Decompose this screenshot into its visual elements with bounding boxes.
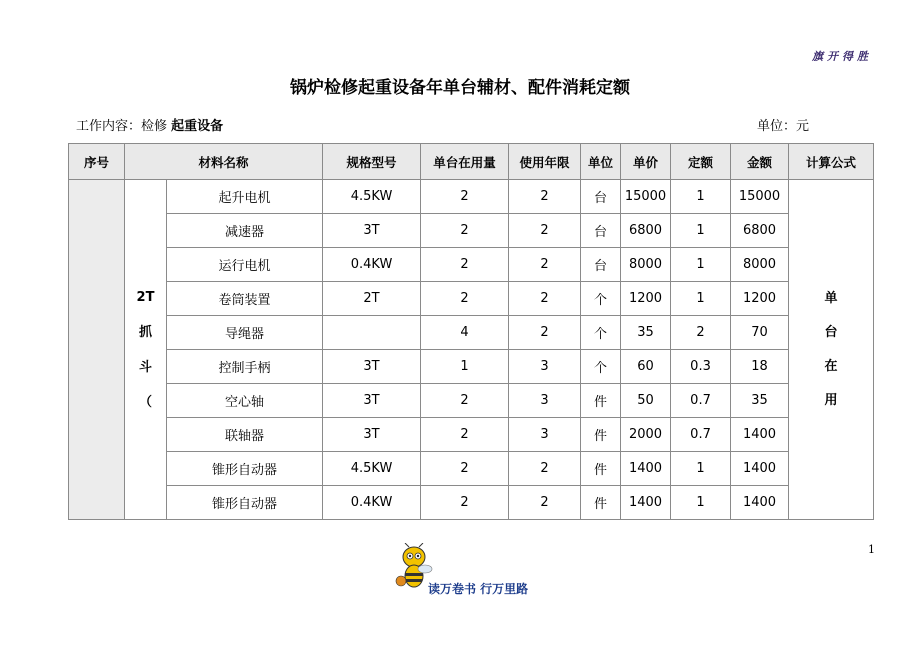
cell-years: 2 [509, 214, 581, 248]
col-header-qty: 单台在用量 [421, 144, 509, 180]
cell-material-name: 空心轴 [167, 384, 323, 418]
document-title: 锅炉检修起重设备年单台辅材、配件消耗定额 [290, 78, 630, 98]
col-header-price: 单价 [621, 144, 671, 180]
cell-qty: 4 [421, 316, 509, 350]
cell-spec: 2T [323, 282, 421, 316]
cell-price: 2000 [621, 418, 671, 452]
table-row [69, 180, 874, 214]
cell-spec: 0.4KW [323, 248, 421, 282]
page-number: 1 [868, 543, 875, 556]
cell-qty: 2 [421, 384, 509, 418]
cell-qty: 2 [421, 214, 509, 248]
cell-years: 3 [509, 418, 581, 452]
cell-spec: 4.5KW [323, 452, 421, 486]
group-label-char: （ [138, 394, 152, 410]
work-content [76, 115, 223, 134]
cell-quota: 1 [671, 214, 731, 248]
formula-cell [789, 180, 874, 520]
cell-quota: 0.7 [671, 384, 731, 418]
cell-years: 2 [509, 316, 581, 350]
cell-years: 2 [509, 248, 581, 282]
col-header-years: 使用年限 [509, 144, 581, 180]
cell-price: 1400 [621, 452, 671, 486]
cell-price: 6800 [621, 214, 671, 248]
cell-amount: 18 [731, 350, 789, 384]
table-row [69, 384, 874, 418]
cell-price: 8000 [621, 248, 671, 282]
cell-amount: 15000 [731, 180, 789, 214]
group-label-char: 斗 [138, 359, 152, 375]
col-header-spec: 规格型号 [323, 144, 421, 180]
cell-unit: 件 [581, 418, 621, 452]
group-label-char: 抓 [138, 324, 152, 340]
cell-price: 1200 [621, 282, 671, 316]
cell-price: 15000 [621, 180, 671, 214]
cell-amount: 1200 [731, 282, 789, 316]
cell-unit: 件 [581, 384, 621, 418]
table-row [69, 248, 874, 282]
cell-unit: 件 [581, 486, 621, 520]
table-row [69, 316, 874, 350]
cell-unit: 个 [581, 350, 621, 384]
cell-years: 2 [509, 180, 581, 214]
cell-spec: 3T [323, 214, 421, 248]
cell-material-name: 减速器 [167, 214, 323, 248]
cell-spec: 3T [323, 384, 421, 418]
cell-qty: 2 [421, 248, 509, 282]
col-header-material: 材料名称 [125, 144, 323, 180]
cell-unit: 件 [581, 452, 621, 486]
cell-amount: 1400 [731, 452, 789, 486]
cell-qty: 1 [421, 350, 509, 384]
formula-char: 在 [824, 358, 838, 374]
formula-char: 用 [824, 392, 838, 408]
work-content-label: 工作内容：检修 [76, 119, 168, 134]
col-header-formula: 计算公式 [789, 144, 874, 180]
cell-quota: 0.7 [671, 418, 731, 452]
cell-unit: 台 [581, 214, 621, 248]
cell-spec: 0.4KW [323, 486, 421, 520]
cell-spec: 3T [323, 418, 421, 452]
cell-price: 35 [621, 316, 671, 350]
table-row [69, 282, 874, 316]
cell-material-name: 控制手柄 [167, 350, 323, 384]
cell-quota: 1 [671, 452, 731, 486]
cell-years: 2 [509, 486, 581, 520]
cell-unit: 台 [581, 180, 621, 214]
cell-years: 3 [509, 384, 581, 418]
cell-material-name: 锥形自动器 [167, 452, 323, 486]
cell-quota: 0.3 [671, 350, 731, 384]
cell-spec: 4.5KW [323, 180, 421, 214]
currency-unit: 单位：元 [757, 119, 810, 134]
cell-quota: 1 [671, 486, 731, 520]
cell-qty: 2 [421, 452, 509, 486]
cell-unit: 台 [581, 248, 621, 282]
header-watermark: 旗开得胜 [812, 50, 872, 63]
table-row [69, 418, 874, 452]
cell-unit: 个 [581, 316, 621, 350]
formula-char: 单 [824, 290, 838, 306]
cell-material-name: 卷筒装置 [167, 282, 323, 316]
formula-char: 台 [824, 324, 838, 340]
group-label-char: 2T [136, 289, 155, 305]
col-header-unit: 单位 [581, 144, 621, 180]
index-cell [69, 180, 125, 520]
cell-amount: 6800 [731, 214, 789, 248]
cell-amount: 1400 [731, 418, 789, 452]
cell-quota: 1 [671, 180, 731, 214]
cell-quota: 2 [671, 316, 731, 350]
table-row [69, 452, 874, 486]
quota-table [68, 143, 874, 520]
cell-price: 50 [621, 384, 671, 418]
cell-qty: 2 [421, 418, 509, 452]
cell-years: 2 [509, 452, 581, 486]
cell-unit: 个 [581, 282, 621, 316]
table-header-row [69, 144, 874, 180]
col-header-amount: 金额 [731, 144, 789, 180]
cell-material-name: 运行电机 [167, 248, 323, 282]
cell-spec: 3T [323, 350, 421, 384]
cell-qty: 2 [421, 282, 509, 316]
cell-material-name: 起升电机 [167, 180, 323, 214]
cell-amount: 8000 [731, 248, 789, 282]
cell-spec [323, 316, 421, 350]
cell-amount: 1400 [731, 486, 789, 520]
cell-material-name: 联轴器 [167, 418, 323, 452]
cell-material-name: 导绳器 [167, 316, 323, 350]
cell-quota: 1 [671, 282, 731, 316]
table-row [69, 350, 874, 384]
cell-material-name: 锥形自动器 [167, 486, 323, 520]
cell-price: 1400 [621, 486, 671, 520]
table-row [69, 214, 874, 248]
cell-quota: 1 [671, 248, 731, 282]
equipment-group-label [125, 180, 167, 520]
cell-amount: 35 [731, 384, 789, 418]
cell-years: 3 [509, 350, 581, 384]
cell-price: 60 [621, 350, 671, 384]
footer-slogan: 读万卷书 行万里路 [428, 582, 529, 596]
col-header-quota: 定额 [671, 144, 731, 180]
table-row [69, 486, 874, 520]
cell-amount: 70 [731, 316, 789, 350]
cell-years: 2 [509, 282, 581, 316]
work-content-value: 起重设备 [171, 119, 224, 134]
cell-qty: 2 [421, 180, 509, 214]
cell-qty: 2 [421, 486, 509, 520]
col-header-index: 序号 [69, 144, 125, 180]
